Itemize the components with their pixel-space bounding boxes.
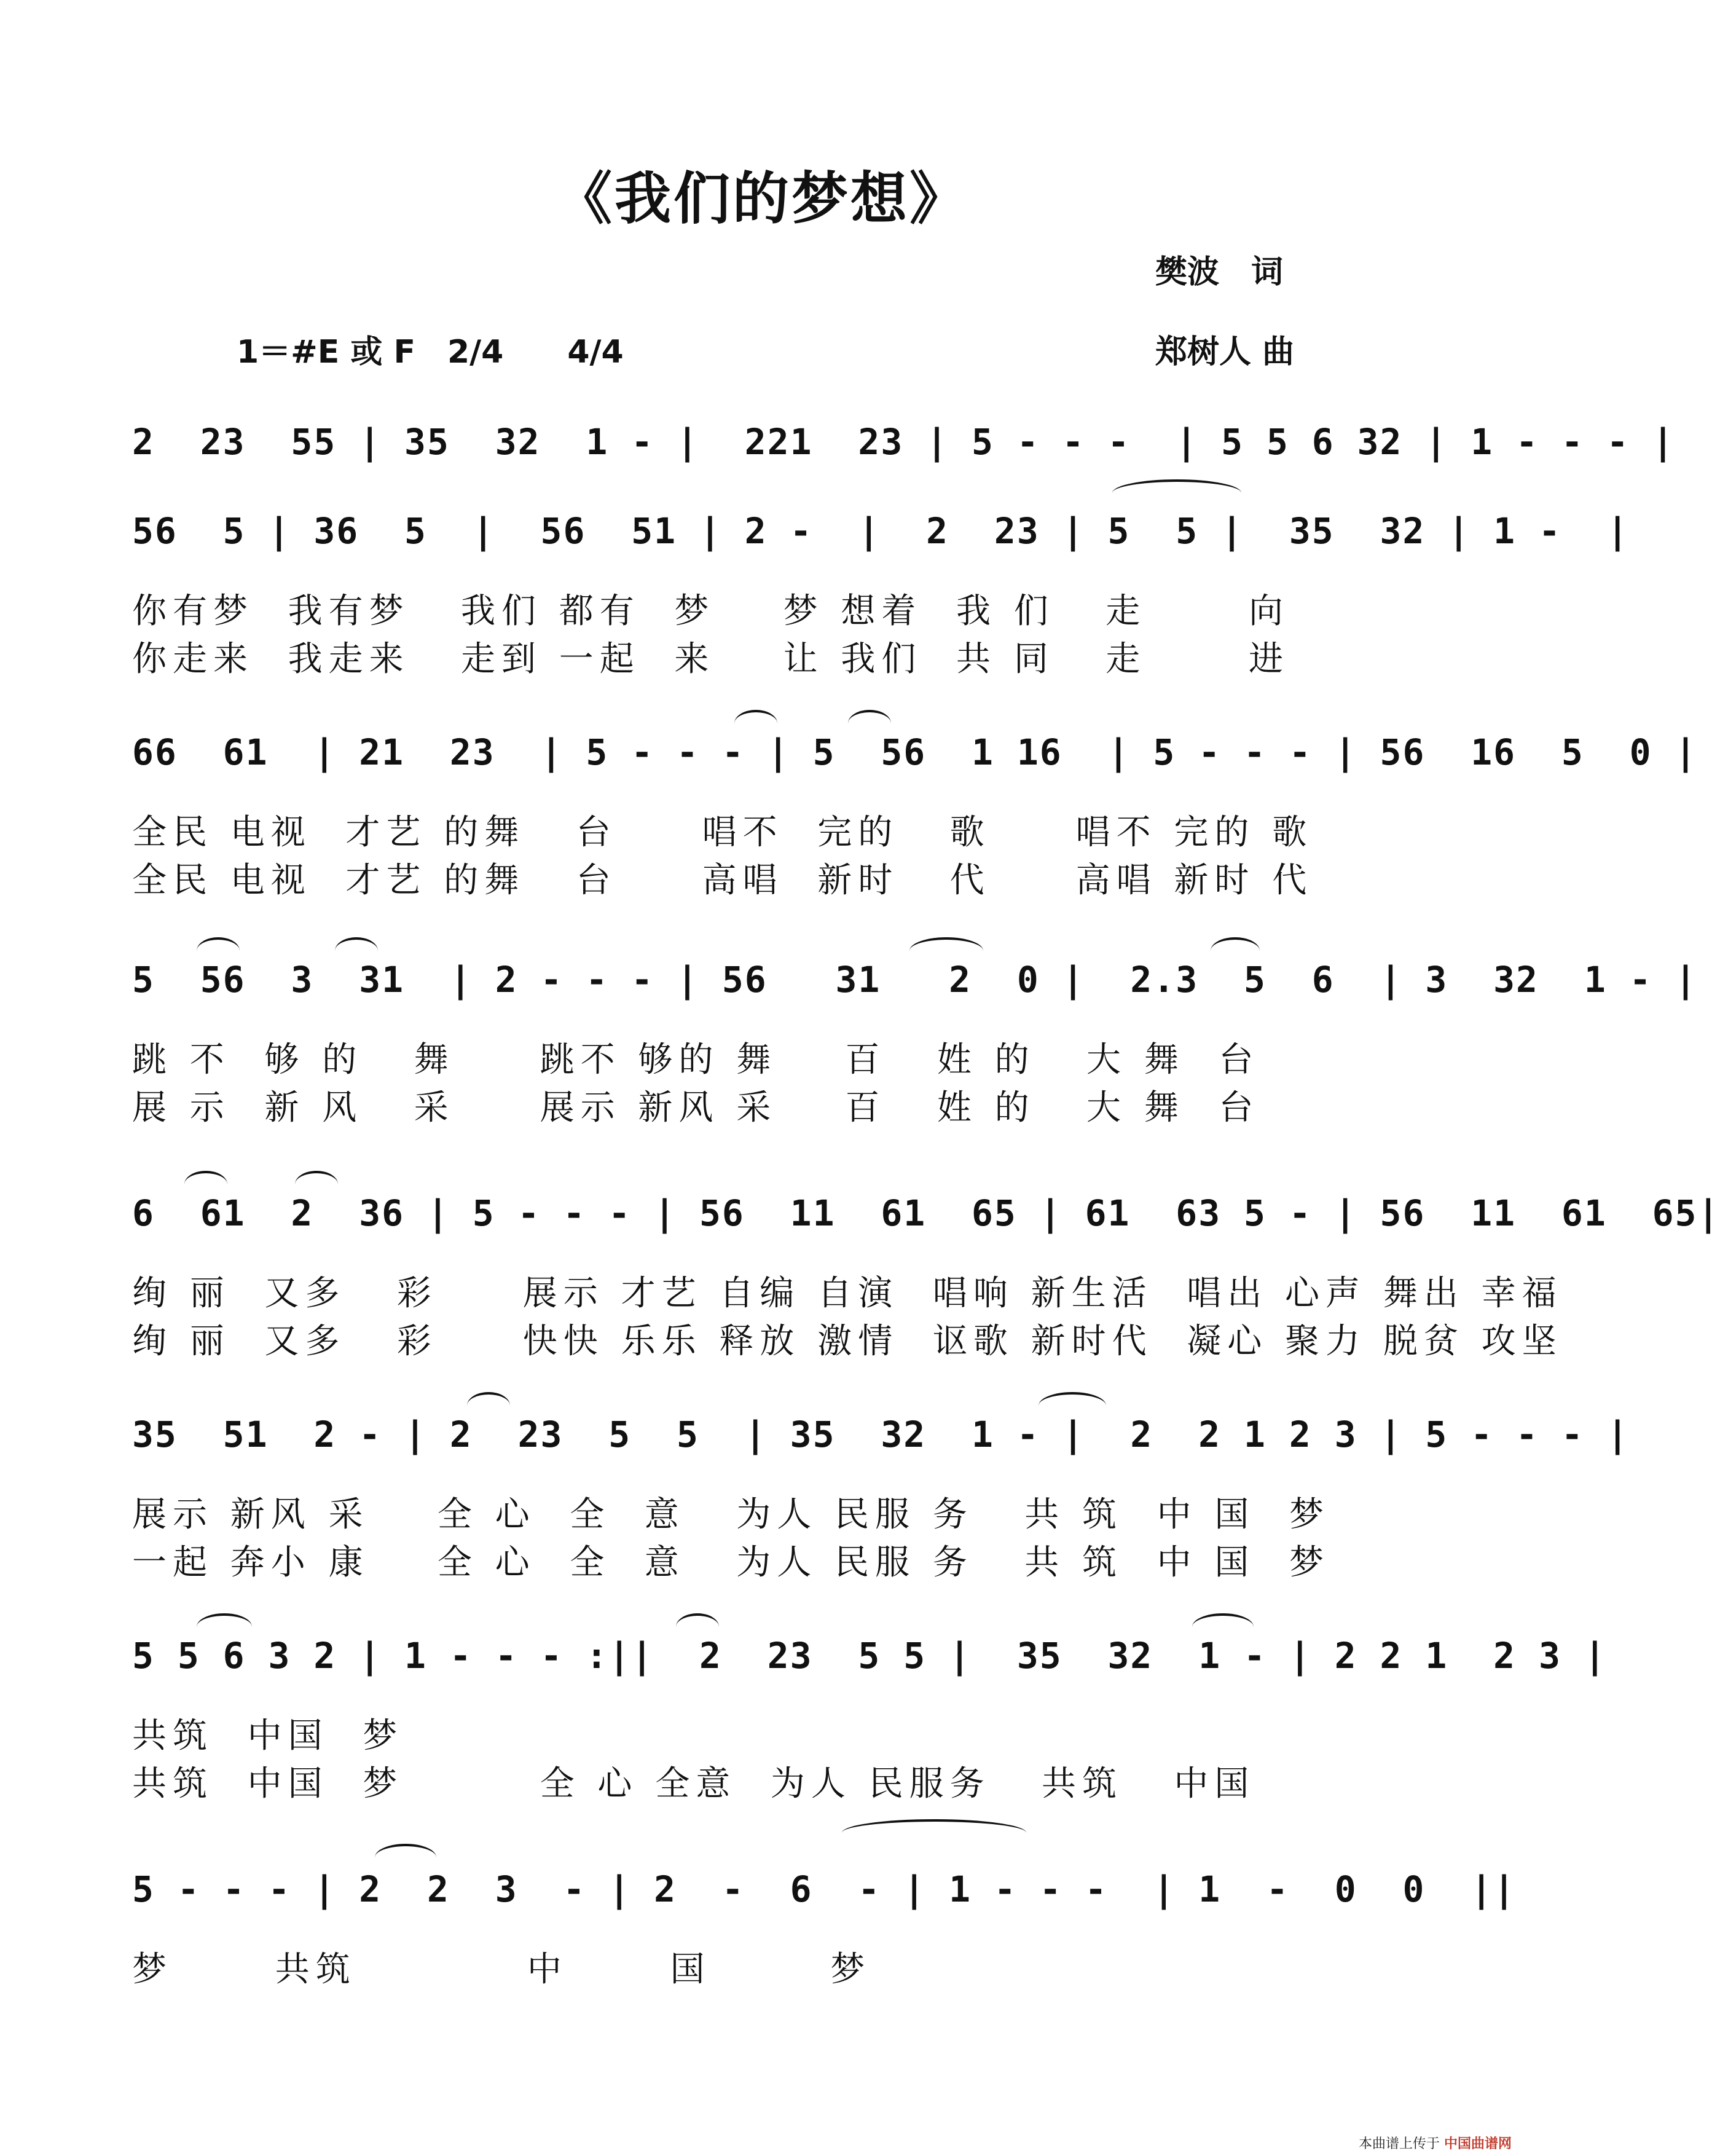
lyric-line: 梦 共筑 中 国 梦 bbox=[132, 1949, 871, 1989]
slur-mark bbox=[848, 710, 891, 737]
slur-mark bbox=[1211, 937, 1260, 964]
lyric-line: 全民 电视 才艺 的舞 台 唱不 完的 歌 唱不 完的 歌 bbox=[132, 812, 1313, 852]
slur-mark bbox=[467, 1392, 510, 1419]
score-title: 《我们的梦想》 bbox=[555, 166, 968, 232]
slur-mark bbox=[676, 1613, 719, 1640]
footer-prefix: 本曲谱上传于 bbox=[1358, 2136, 1440, 2152]
lyric-line: 一起 奔小 康 全 心 全 意 为人 民服 务 共 筑 中 国 梦 bbox=[132, 1543, 1330, 1583]
lyric-line: 展 示 新 风 采 展示 新风 采 百 姓 的 大 舞 台 bbox=[132, 1088, 1260, 1128]
composer-credit: 郑树人 曲 bbox=[1155, 334, 1295, 371]
lyric-line: 跳 不 够 的 舞 跳不 够的 舞 百 姓 的 大 舞 台 bbox=[132, 1040, 1260, 1080]
lyric-line: 展示 新风 采 全 心 全 意 为人 民服 务 共 筑 中 国 梦 bbox=[132, 1495, 1330, 1535]
notation-line: 35 51 2 - | 2 23 5 5 | 35 32 1 - | 2 2 1 2 3 | 5 - - - | bbox=[132, 1414, 1630, 1455]
slur-mark bbox=[734, 710, 777, 737]
slur-mark bbox=[842, 1819, 1026, 1846]
lyric-line: 绚 丽 又多 彩 快快 乐乐 释放 激情 讴歌 新时代 凝心 聚力 脱贫 攻坚 bbox=[132, 1321, 1563, 1361]
slur-mark bbox=[197, 937, 240, 964]
slur-mark bbox=[909, 937, 983, 964]
lyric-line: 你有梦 我有梦 我们 都有 梦 梦 想着 我 们 走 向 bbox=[132, 591, 1290, 631]
slur-mark bbox=[1039, 1392, 1106, 1419]
lyric-line: 共筑 中国 梦 bbox=[132, 1716, 404, 1756]
footer-credit bbox=[1359, 2133, 1512, 2152]
slur-mark bbox=[184, 1171, 227, 1198]
notation-line: 5 5 6 3 2 | 1 - - - :|| 2 23 5 5 | 35 32 1 - | 2 2 1 2 3 | bbox=[132, 1635, 1607, 1677]
lyric-line: 全民 电视 才艺 的舞 台 高唱 新时 代 高唱 新时 代 bbox=[132, 860, 1313, 900]
slur-mark bbox=[335, 937, 378, 964]
slur-mark bbox=[197, 1613, 252, 1640]
notation-line: 6 61 2 36 | 5 - - - | 56 11 61 65 | 61 63 5 - | 56 11 61 65| bbox=[132, 1192, 1720, 1234]
notation-line: 2 23 55 | 35 32 1 - | 221 23 | 5 - - - | 5 5 6 32 | 1 - - - | bbox=[132, 421, 1675, 463]
slur-mark bbox=[375, 1844, 436, 1871]
notation-line: 5 - - - | 2 2 3 - | 2 - 6 - | 1 - - - | 1 - 0 0 || bbox=[132, 1868, 1517, 1910]
notation-line: 5 56 3 31 | 2 - - - | 56 31 2 0 | 2.3 5 6 | 3 32 1 - | bbox=[132, 959, 1698, 1001]
slur-mark bbox=[1112, 479, 1241, 506]
slur-mark bbox=[1192, 1613, 1254, 1640]
notation-line: 66 61 | 21 23 | 5 - - - | 5 56 1 16 | 5 - - - | 56 16 5 0 | bbox=[132, 731, 1698, 773]
slur-mark bbox=[295, 1171, 338, 1198]
lyricist-credit: 樊波 词 bbox=[1155, 254, 1284, 291]
key-signature: 1＝#E 或 F 2/4 4/4 bbox=[237, 334, 624, 371]
footer-brand: 中国曲谱网 bbox=[1443, 2136, 1512, 2152]
notation-line: 56 5 | 36 5 | 56 51 | 2 - | 2 23 | 5 5 | 35 32 | 1 - | bbox=[132, 510, 1630, 552]
lyric-line: 你走来 我走来 走到 一起 来 让 我们 共 同 走 进 bbox=[132, 639, 1290, 679]
lyric-line: 绚 丽 又多 彩 展示 才艺 自编 自演 唱响 新生活 唱出 心声 舞出 幸福 bbox=[132, 1273, 1563, 1313]
lyric-line: 共筑 中国 梦 全 心 全意 为人 民服务 共筑 中国 bbox=[132, 1764, 1255, 1804]
